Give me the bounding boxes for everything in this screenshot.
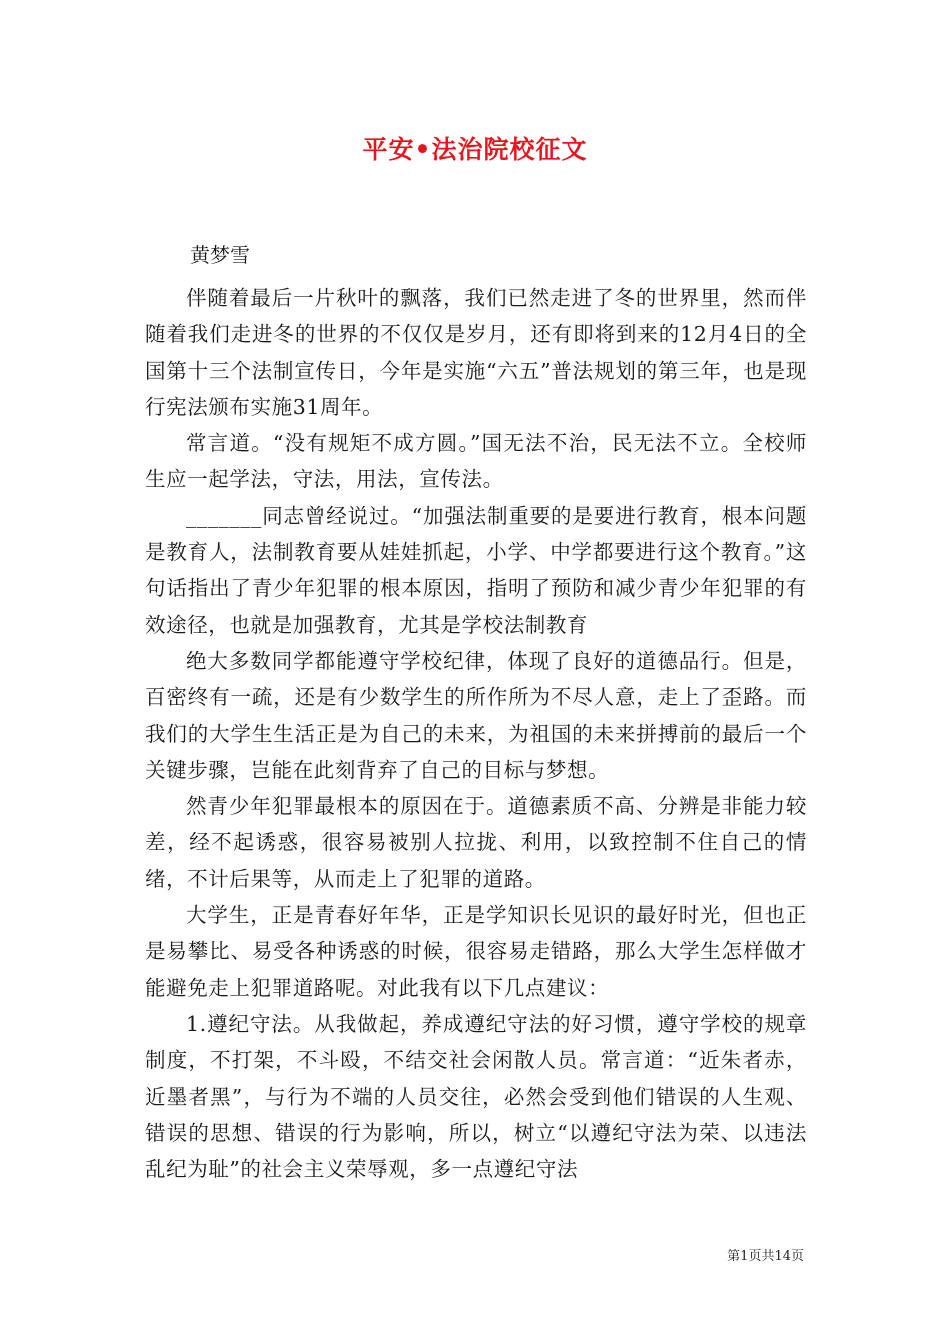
paragraph: 大学生，正是青春好年华，正是学知识长见识的最好时光，但也正是易攀比、易受各种诱惑的时候，很容易走错路，那么大学生怎样做才能避免走上犯罪道路呢。对此我有以下几点建议： — [145, 903, 807, 1000]
author-name: 黄梦雪 — [190, 243, 250, 267]
paragraph: 常言道。“没有规矩不成方圆。”国无法不治，民无法不立。全校师生应一起学法，守法，用法，宣传法。 — [145, 431, 807, 492]
document-body — [145, 280, 807, 1187]
page-number-footer: 第1页共14页 — [727, 1249, 804, 1264]
paragraph: 绝大多数同学都能遵守学校纪律，体现了良好的道德品行。但是，百密终有一疏，还是有少数学生的所作所为不尽人意，走上了歪路。而我们的大学生生活正是为自己的未来，为祖国的未来拼搏前的最后一个关键步骤，岂能在此刻背弃了自己的目标与梦想。 — [145, 648, 807, 782]
document-title: 平安•法治院校征文 — [362, 135, 588, 164]
paragraph: _______同志曾经说过。“加强法制重要的是要进行教育，根本问题是教育人，法制教育要从娃娃抓起，小学、中学都要进行这个教育。”这句话指出了青少年犯罪的根本原因，指明了预防和减少青少年犯罪的有效途径，也就是加强教育，尤其是学校法制教育 — [145, 503, 807, 637]
paragraph: 1.遵纪守法。从我做起，养成遵纪守法的好习惯，遵守学校的规章制度，不打架，不斗殴，不结交社会闲散人员。常言道：“近朱者赤，近墨者黑”，与行为不端的人员交往，必然会受到他们错误的人生观、错误的思想、错误的行为影响，所以，树立“以遵纪守法为荣、以违法乱纪为耻”的社会主义荣辱观，多一点遵纪守法 — [145, 1011, 807, 1182]
paragraph: 然青少年犯罪最根本的原因在于。道德素质不高、分辨是非能力较差，经不起诱惑，很容易被别人拉拢、利用，以致控制不住自己的情绪，不计后果等，从而走上了犯罪的道路。 — [145, 794, 807, 891]
paragraph: 伴随着最后一片秋叶的飘落，我们已然走进了冬的世界里，然而伴随着我们走进冬的世界的不仅仅是岁月，还有即将到来的12月4日的全国第十三个法制宣传日，今年是实施“六五”普法规划的第三年，也是现行宪法颁布实施31周年。 — [145, 286, 807, 419]
